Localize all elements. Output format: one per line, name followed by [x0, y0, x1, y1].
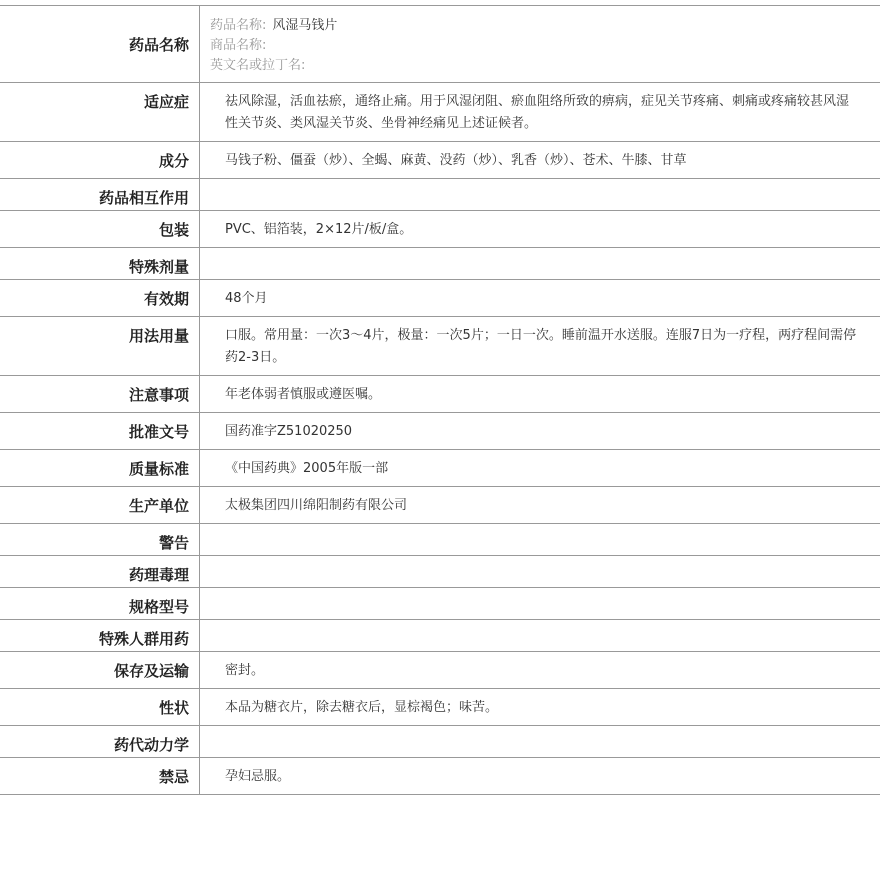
row-quality-standard: [0, 450, 880, 487]
row-label: 注意事项: [0, 376, 200, 412]
row-indications: [0, 83, 880, 142]
row-value: 年老体弱者慎服或遵医嘱。: [225, 387, 382, 402]
row-value: PVC、铝箔装，2×12片/板/盒。: [225, 222, 413, 237]
row-label: 特殊剂量: [0, 248, 200, 279]
row-manufacturer: [0, 487, 880, 524]
row-label: 药品名称: [0, 6, 200, 82]
row-approval-number: [0, 413, 880, 450]
english-name-line: [210, 56, 870, 76]
row-label: 批准文号: [0, 413, 200, 449]
row-shelf-life: [0, 280, 880, 317]
row-label: 禁忌: [0, 758, 200, 794]
row-value: 口服。常用量：一次3～4片，极量：一次5片；一日一次。睡前温开水送服。连服7日为一疗程，两疗程间需停药2-3日。: [225, 328, 857, 365]
row-value: 祛风除湿，活血祛瘀，通络止痛。用于风湿闭阻、瘀血阻络所致的痹病，症见关节疼痛、刺痛或疼痛较甚风湿性关节炎、类风湿关节炎、坐骨神经痛见上述证候者。: [225, 94, 850, 131]
row-special-populations: [0, 620, 880, 652]
trade-name-label: 商品名称:: [210, 38, 267, 53]
row-value: [200, 620, 880, 651]
row-label: 药理毒理: [0, 556, 200, 587]
row-special-dosage: [0, 248, 880, 280]
row-value: 本品为糖衣片，除去糖衣后，显棕褐色；味苦。: [225, 700, 499, 715]
row-packaging: [0, 211, 880, 248]
row-value: [200, 588, 880, 619]
row-value: [200, 556, 880, 587]
row-value: [200, 248, 880, 279]
row-label: 药代动力学: [0, 726, 200, 757]
row-label: 药品相互作用: [0, 179, 200, 210]
english-name-label: 英文名或拉丁名:: [210, 58, 306, 73]
row-storage: [0, 652, 880, 689]
row-value: 马钱子粉、僵蚕（炒）、全蝎、麻黄、没药（炒）、乳香（炒）、苍术、牛膝、甘草: [225, 153, 687, 168]
row-pharmacology: [0, 556, 880, 588]
drug-names-cell: [200, 6, 880, 82]
row-label: 规格型号: [0, 588, 200, 619]
row-specification: [0, 588, 880, 620]
generic-name-value: 风湿马钱片: [272, 18, 338, 33]
row-ingredients: [0, 142, 880, 179]
row-label: 包装: [0, 211, 200, 247]
row-value: 孕妇忌服。: [225, 769, 291, 784]
row-pharmacokinetics: [0, 726, 880, 758]
generic-name-label: 药品名称:: [210, 18, 267, 33]
row-drug-name: [0, 6, 880, 83]
trade-name-line: [210, 36, 870, 56]
drug-info-table: [0, 5, 880, 795]
row-contraindications: [0, 758, 880, 795]
row-label: 质量标准: [0, 450, 200, 486]
row-label: 保存及运输: [0, 652, 200, 688]
row-label: 适应症: [0, 83, 200, 141]
row-label: 用法用量: [0, 317, 200, 375]
row-label: 成分: [0, 142, 200, 178]
row-label: 有效期: [0, 280, 200, 316]
row-interactions: [0, 179, 880, 211]
row-warning: [0, 524, 880, 556]
row-label: 生产单位: [0, 487, 200, 523]
row-value: 太极集团四川绵阳制药有限公司: [225, 498, 408, 513]
row-dosage: [0, 317, 880, 376]
row-value: 《中国药典》2005年版一部: [225, 461, 389, 476]
row-value: [200, 179, 880, 210]
row-value: 48个月: [225, 291, 268, 306]
row-description: [0, 689, 880, 726]
row-value: 密封。: [225, 663, 265, 678]
generic-name-line: [210, 16, 870, 36]
row-value: [200, 726, 880, 757]
row-value: [200, 524, 880, 555]
row-label: 性状: [0, 689, 200, 725]
row-label: 警告: [0, 524, 200, 555]
row-label: 特殊人群用药: [0, 620, 200, 651]
row-value: 国药准字Z51020250: [225, 424, 353, 439]
row-precautions: [0, 376, 880, 413]
